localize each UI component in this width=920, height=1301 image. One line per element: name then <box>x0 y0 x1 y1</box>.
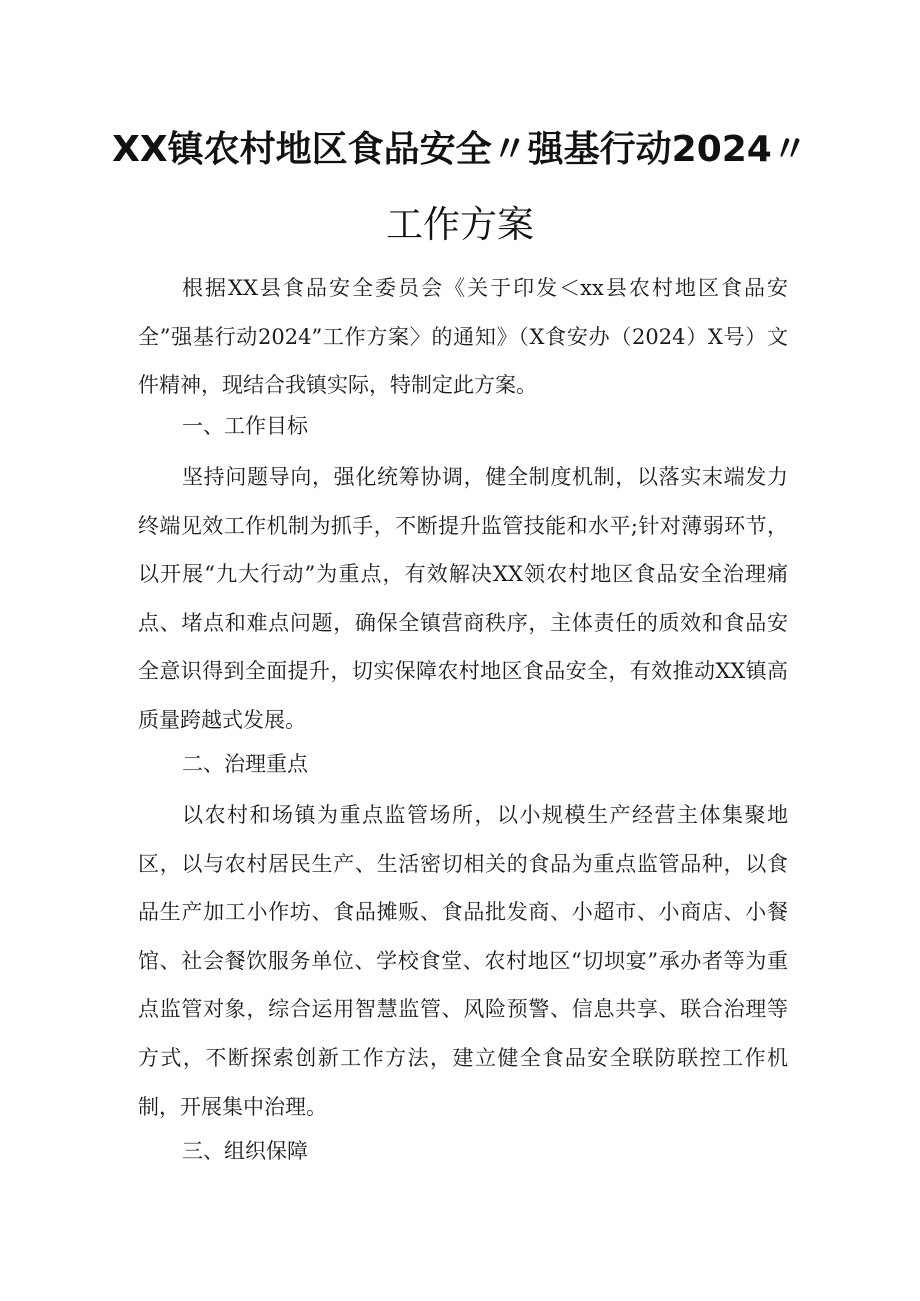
section-heading-organization: 三、组织保障 <box>182 1139 308 1163</box>
section-heading-focus: 二、治理重点 <box>182 752 308 776</box>
section-paragraph-goals: 坚持问题导向，强化统筹协调，健全制度机制，以落实末端发力终端见效工作机制为抓手，不断提升监管技能和水平;针对薄弱环节，以开展“九大行动”为重点，有效解决XX领农村地区食品安全治理痛点、堵点和难点问题，确保全镇营商秩序，主体责任的质效和食品安全意识得到全面提升，切实保障农村地区食品安全，有效推动XX镇高质量跨越式发展。 <box>138 465 788 732</box>
document-title-line-1: XX镇农村地区食品安全〃强基行动2024〃 <box>112 129 808 170</box>
document-title-line-2: 工作方案 <box>386 203 534 246</box>
section-paragraph-focus: 以农村和场镇为重点监管场所，以小规模生产经营主体集聚地区，以与农村居民生产、生活密切相关的食品为重点监管品种，以食品生产加工小作坊、食品摊贩、食品批发商、小超市、小商店、小餐馆、社会餐饮服务单位、学校食堂、农村地区“切坝宴”承办者等为重点监管对象，综合运用智慧监管、风险预警、信息共享、联合治理等方式，不断探索创新工作方法，建立健全食品安全联防联控工作机制，开展集中治理。 <box>138 803 788 1119</box>
intro-paragraph: 根据XX县食品安全委员会《关于印发＜xx县农村地区食品安全”强基行动2024”工作方案〉的通知》（X食安办（2024）X号）文件精神，现结合我镇实际，特制定此方案。 <box>138 276 788 398</box>
section-heading-goals: 一、工作目标 <box>182 414 308 438</box>
